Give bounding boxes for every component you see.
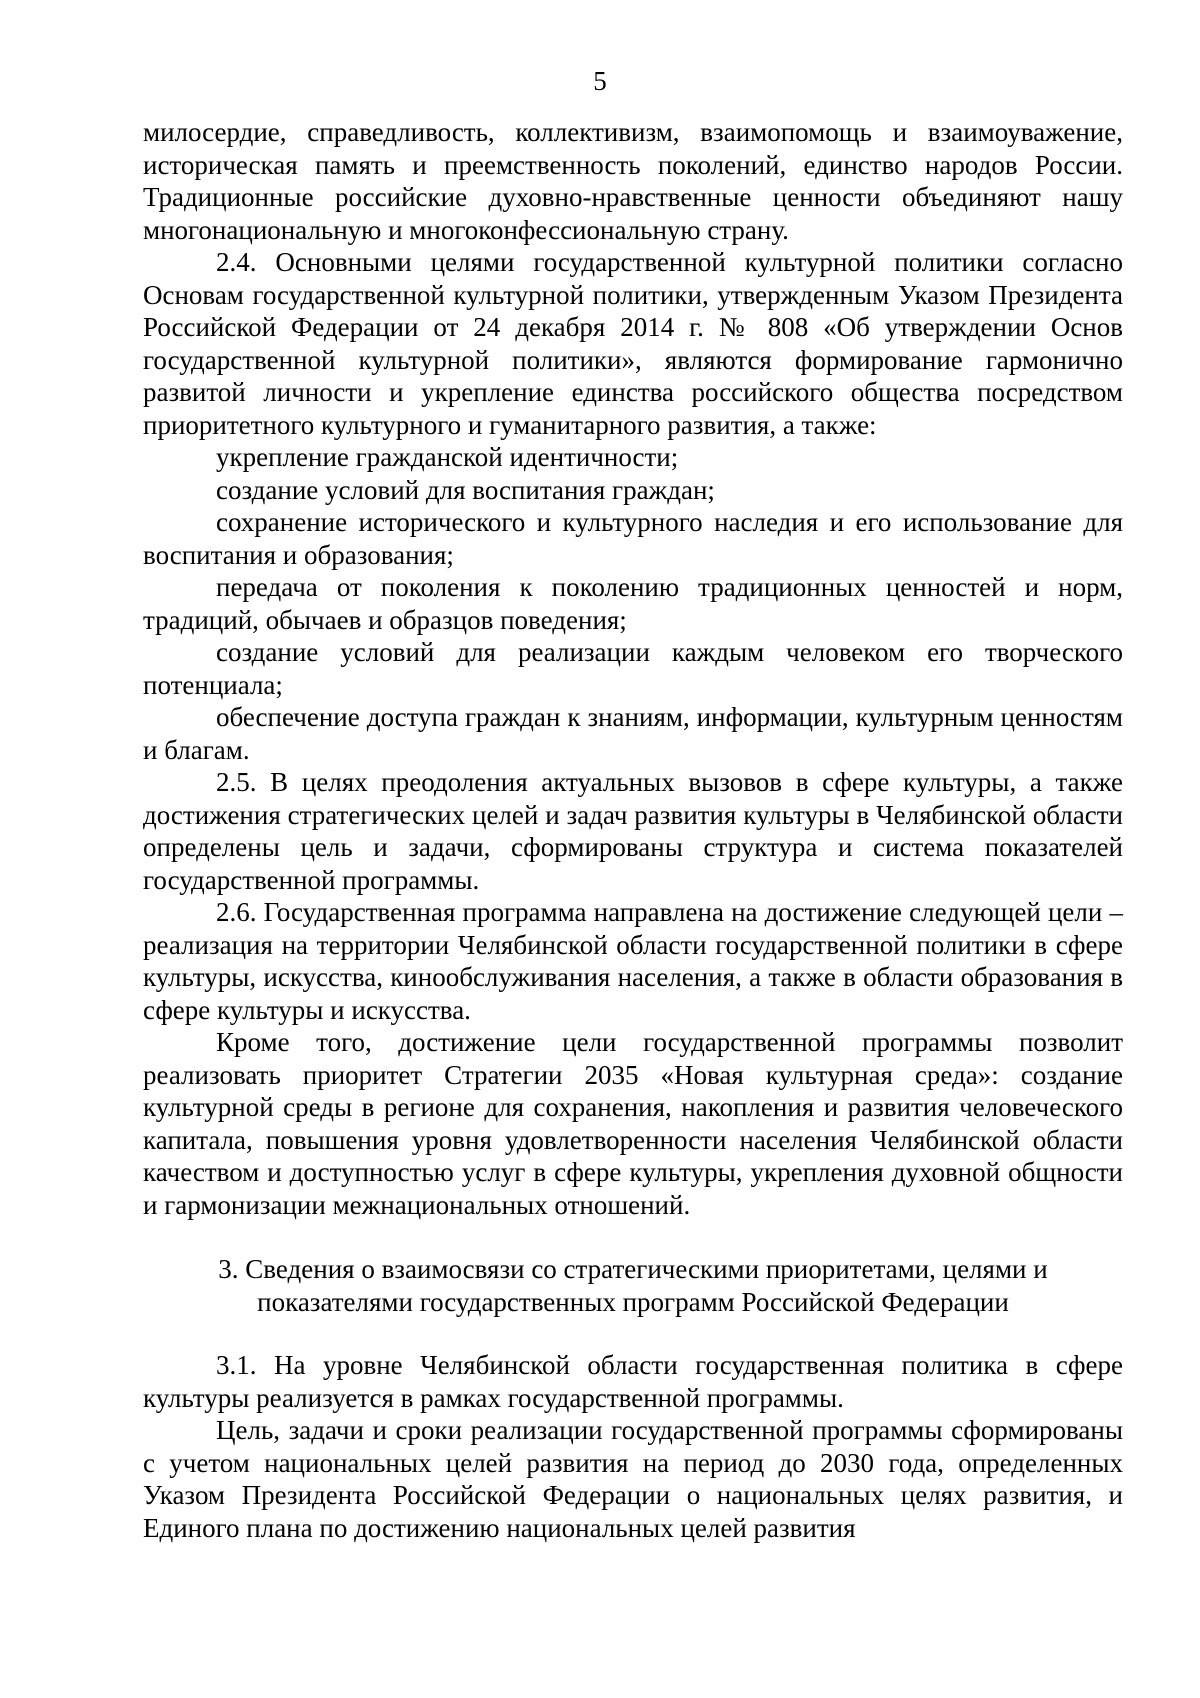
paragraph-2-6: 2.6. Государственная программа направлена на достижение следующей цели – реализация на территории Челябинской области государственной политики в сфере культуры, искусства, кинообслуживания населения, а также в области образования в сфере культуры и искусства. — [143, 897, 1123, 1025]
page-number: 5 — [593, 66, 607, 96]
paragraph-2-5: 2.5. В целях преодоления актуальных вызовов в сфере культуры, а также достижения стратегических целей и задач развития культуры в Челябинской области определены цель и задачи, сформированы структура и система показателей государственной программы. — [143, 767, 1123, 895]
list-item-upbringing-conditions: создание условий для воспитания граждан; — [216, 474, 715, 505]
paragraph-3-1: 3.1. На уровне Челябинской области государственная политика в сфере культуры реализуется в рамках государственной программы. — [143, 1350, 1123, 1413]
document-body — [143, 116, 1123, 1544]
list-item-civic-identity: укрепление гражданской идентичности; — [216, 442, 679, 472]
list-item-creative-potential: создание условий для реализации каждым человеком его творческого потенциала; — [143, 637, 1123, 700]
list-item-traditions-transfer: передача от поколения к поколению традиционных ценностей и норм, традиций, обычаев и образцов поведения; — [143, 572, 1123, 635]
paragraph-2-4: 2.4. Основными целями государственной культурной политики согласно Основам государственной культурной политики, утвержденным Указом Президента Российской Федерации от 24 декабря 2014 г. № 808 «Об утверждении Основ государственной культурной политики», являются формирование гармонично развитой личности и укрепление единства российского общества посредством приоритетного культурного и гуманитарного развития, а также: — [143, 247, 1123, 440]
section-3-heading: 3. Сведения о взаимосвязи со стратегическими приоритетами, целями и показателями государственных программ Российской Федерации — [218, 1254, 1048, 1317]
paragraph-strategy-2035: Кроме того, достижение цели государственной программы позволит реализовать приоритет Стратегии 2035 «Новая культурная среда»: создание культурной среды в регионе для сохранения, накопления и развития человеческого капитала, повышения уровня удовлетворенности населения Челябинской области качеством и доступностью услуг в сфере культуры, укрепления духовной общности и гармонизации межнациональных отношений. — [143, 1027, 1123, 1220]
list-item-heritage-preservation: сохранение исторического и культурного наследия и его использование для воспитания и образования; — [143, 507, 1123, 570]
list-item-access-to-knowledge: обеспечение доступа граждан к знаниям, информации, культурным ценностям и благам. — [143, 702, 1123, 765]
paragraph-values-continuation: милосердие, справедливость, коллективизм, взаимопомощь и взаимоуважение, историческая память и преемственность поколений, единство народов России. Традиционные российские духовно-нравственные ценности объединяют нашу многонациональную и многоконфессиональную страну. — [143, 117, 1123, 245]
paragraph-goals-and-timing: Цель, задачи и сроки реализации государственной программы сформированы с учетом национальных целей развития на период до 2030 года, определенных Указом Президента Российской Федерации о национальных целях развития, и Единого плана по достижению национальных целей развития — [143, 1415, 1123, 1543]
